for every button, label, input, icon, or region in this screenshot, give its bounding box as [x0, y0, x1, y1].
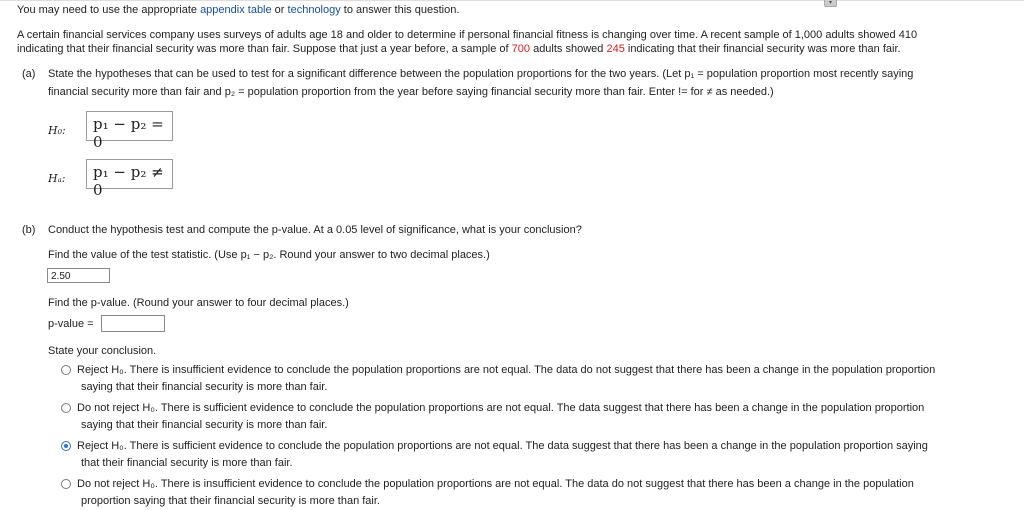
- part-a-label: (a): [22, 68, 36, 80]
- part-b-label: (b): [22, 224, 36, 236]
- p-value-label: p-value =: [48, 318, 94, 330]
- p-value-input[interactable]: [101, 315, 165, 332]
- conclusion-prompt: State your conclusion.: [48, 345, 157, 357]
- part-b-line-1: Conduct the hypothesis test and compute the p-value. At a 0.05 level of significance, what is your conclusion?: [48, 224, 582, 236]
- problem-line-2: [17, 43, 901, 55]
- option-2-text[interactable]: [77, 400, 1012, 434]
- p-value-prompt: Find the p-value. (Round your answer to four decimal places.): [48, 297, 349, 309]
- option-3-line-2: that their financial security is more than fair.: [81, 457, 293, 469]
- technology-link[interactable]: technology: [287, 4, 341, 16]
- option-3-radio[interactable]: [61, 441, 71, 451]
- intro-suffix: to answer this question.: [340, 4, 460, 16]
- option-1-line-1: Reject H₀. There is insufficient evidence to conclude the population proportions are not equal. The data do not suggest that there has been a change in the population proportion: [77, 364, 936, 376]
- option-1-text[interactable]: [77, 362, 1012, 396]
- option-4-radio[interactable]: [61, 479, 71, 489]
- intro-line: [17, 4, 459, 16]
- sample-size-highlight: 700: [511, 43, 531, 55]
- ha-answer-box[interactable]: p₁ − p₂ ≠ 0: [86, 159, 173, 189]
- option-1-line-2: saying that their financial security is more than fair.: [81, 381, 328, 393]
- test-statistic-input[interactable]: 2.50: [47, 268, 110, 283]
- option-2-line-2: saying that their financial security is more than fair.: [81, 419, 328, 431]
- ha-label: Hₐ:: [48, 172, 66, 185]
- intro-prefix: You may need to use the appropriate: [17, 4, 201, 16]
- h0-answer-box[interactable]: p₁ − p₂ = 0: [86, 111, 173, 141]
- option-3-text[interactable]: [77, 438, 1012, 472]
- option-2-radio[interactable]: [61, 403, 71, 413]
- collapse-toggle-icon[interactable]: ▾: [824, 0, 837, 7]
- option-2-line-1: Do not reject H₀. There is sufficient evidence to conclude the population proportions are not equal. The data suggest that there has been a change in the population proportion: [77, 402, 925, 414]
- sample-count-highlight: 245: [606, 43, 625, 55]
- part-a-line-1: State the hypotheses that can be used to test for a significant difference between the population proportions for the two years. (Let p₁ = population proportion most recently saying: [48, 68, 914, 80]
- option-1-radio[interactable]: [61, 365, 71, 375]
- option-4-line-2: proportion saying that their financial security is more than fair.: [81, 495, 380, 507]
- test-statistic-prompt: Find the value of the test statistic. (Use p₁ − p₂. Round your answer to two decimal places.): [48, 249, 490, 261]
- appendix-table-link[interactable]: appendix table: [200, 4, 272, 16]
- problem-line-1: A certain financial services company uses surveys of adults age 18 and older to determine if personal financial fitness is changing over time. A recent sample of 1,000 adults showed 410: [17, 29, 918, 41]
- intro-or: or: [271, 4, 288, 16]
- problem-text-b: adults showed: [530, 43, 607, 55]
- option-4-text[interactable]: [77, 476, 1012, 510]
- problem-text-a: indicating that their financial security was more than fair. Suppose that just a year before, a sample of: [17, 43, 512, 55]
- h0-label: H₀:: [48, 124, 66, 137]
- option-4-line-1: Do not reject H₀. There is insufficient evidence to conclude the population proportions are not equal. The data do not suggest that there has been a change in the population: [77, 478, 914, 490]
- option-3-line-1: Reject H₀. There is sufficient evidence to conclude the population proportions are not equal. The data suggest that there has been a change in the population proportion saying: [77, 440, 928, 452]
- problem-text-c: indicating that their financial security was more than fair.: [624, 43, 901, 55]
- part-a-line-2: financial security more than fair and p₂ = population proportion from the year before saying financial security more than fair. Enter != for ≠ as needed.): [48, 86, 774, 98]
